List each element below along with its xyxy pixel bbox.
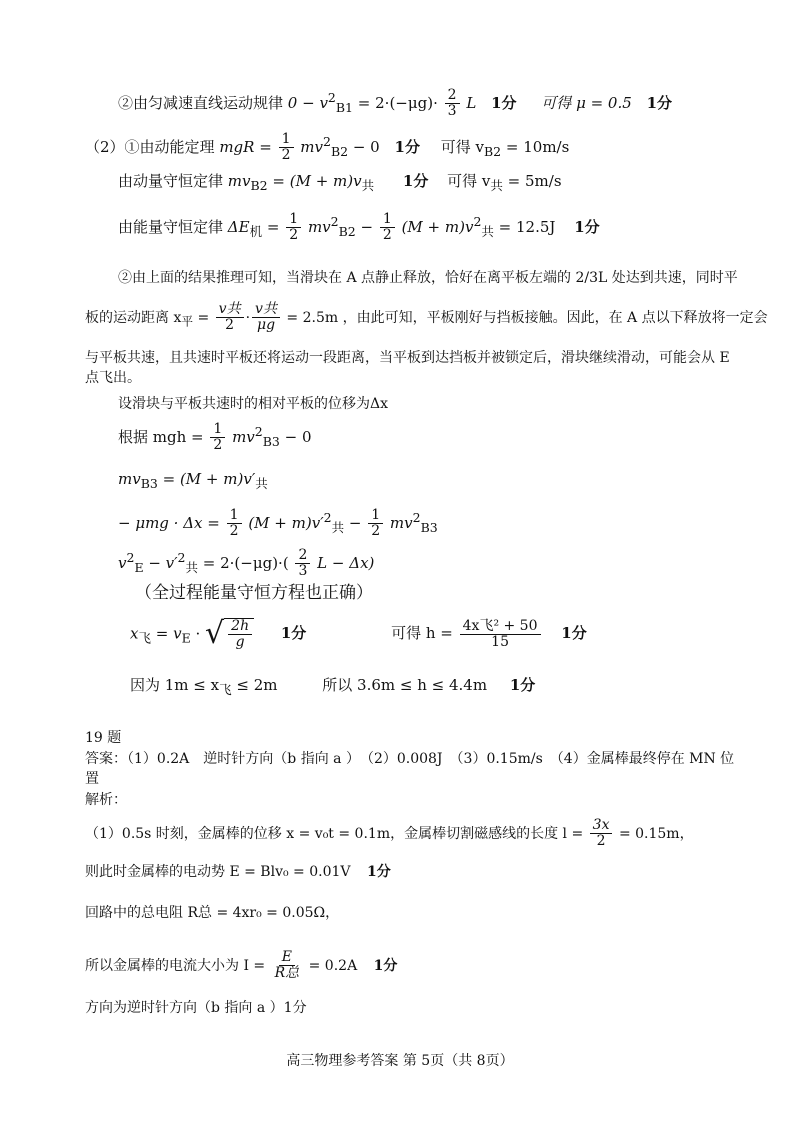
eq: = v — [150, 624, 182, 643]
text: 由能量守恒定律 — [118, 217, 224, 236]
fraction — [279, 132, 294, 164]
sub: 机 — [249, 223, 263, 239]
eq: mv — [232, 427, 255, 446]
text: 所以 3.6m ≤ h ≤ 4.4m — [322, 676, 488, 694]
den: μg — [256, 317, 276, 334]
sub: 飞 — [219, 682, 232, 697]
eq: − 0 — [348, 137, 380, 156]
den: 2 — [371, 523, 381, 540]
den: g — [235, 634, 245, 651]
den: 2 — [382, 227, 392, 244]
sub: E — [181, 630, 191, 646]
eq: = — [262, 217, 280, 236]
text: = 0.2A — [308, 957, 358, 974]
sub: B2 — [250, 178, 268, 193]
line-3 — [118, 172, 562, 194]
score: 1分 — [402, 172, 429, 190]
fraction — [227, 508, 242, 540]
score: 1分 — [491, 93, 517, 112]
result: = 10m/s — [501, 137, 570, 156]
q19-answer-line-1: 答案：（1）0.2A 逆时针方向（b 指向 a ） （2）0.008J （3）0.15m/s （4）金属棒最终停在 MN 位 — [85, 751, 735, 767]
eq: = 12.5J — [493, 217, 556, 236]
eq: = 2·(−μg)· — [357, 93, 438, 112]
sup: 2 — [327, 89, 336, 105]
deriv-2 — [118, 422, 312, 454]
text: 板的运动距离 x — [85, 309, 182, 326]
eq: mv — [227, 172, 251, 190]
radical-sign: √ — [205, 616, 225, 652]
fraction — [445, 88, 460, 120]
text: （1）0.5s 时刻，金属棒的位移 x = v₀t = 0.1m，金属棒切割磁感线的长度 l = — [85, 825, 584, 842]
result: 可得 h = — [391, 624, 453, 643]
num: 1 — [380, 212, 395, 228]
score: 1分 — [394, 137, 420, 156]
eq: − — [355, 217, 374, 236]
text: 则此时金属棒的电动势 E = Blv₀ = 0.01V — [85, 864, 351, 880]
sub: 共 — [361, 178, 375, 193]
eq: L — [466, 93, 477, 112]
sub: B3 — [420, 519, 438, 535]
score: 1分 — [280, 624, 307, 643]
sub: 共 — [185, 559, 199, 575]
eq: = (M + m)v′ — [157, 470, 256, 488]
text: （2）①由动能定理 — [85, 137, 215, 156]
text: 根据 mgh = — [118, 427, 204, 446]
text: = 2.5m ，由此可知，平板刚好与挡板接触。因此，在 A 点以下释放将一定会 — [286, 309, 768, 326]
eq: (M + m)v′ — [248, 513, 324, 532]
line-2 — [85, 132, 569, 164]
sup: 2 — [323, 509, 332, 525]
eq: − 0 — [279, 427, 312, 446]
num: 1 — [279, 132, 294, 148]
para-line-4: 点飞出。 — [85, 370, 141, 386]
sup: 2 — [412, 509, 421, 525]
sup: 2 — [126, 549, 135, 565]
score: 1分 — [366, 864, 391, 880]
eq: · — [190, 624, 201, 643]
eq: 0 − v — [287, 93, 328, 112]
q19-title: 19 题 — [85, 730, 122, 746]
line-1 — [118, 88, 672, 120]
sqrt — [205, 618, 254, 651]
eq: − v′ — [143, 553, 178, 572]
fraction — [272, 950, 303, 982]
q19-step-4 — [85, 950, 397, 982]
deriv-5 — [118, 548, 374, 580]
text: = 0.15m， — [618, 825, 694, 842]
sub: 平 — [181, 314, 194, 329]
eq: mv — [389, 513, 413, 532]
eq: x — [130, 624, 139, 643]
sup: 2 — [254, 423, 263, 439]
den: 3 — [298, 563, 308, 580]
sub: 共 — [331, 519, 345, 535]
sup: 2 — [177, 549, 186, 565]
eq: = 2·(−μg)·( — [198, 553, 289, 572]
fraction — [286, 212, 301, 244]
text: ≤ 2m — [231, 676, 278, 694]
eq: ΔE — [227, 217, 250, 236]
num: 4x飞² + 50 — [460, 619, 541, 635]
page-footer: 高三物理参考答案 第 5页（共 8页） — [286, 1053, 514, 1069]
num: v共 — [216, 302, 244, 318]
eq: (M + m)v — [401, 217, 474, 236]
result: 可得 μ = 0.5 — [541, 93, 632, 112]
text: ②由匀减速直线运动规律 — [118, 93, 284, 112]
score: 1分 — [574, 217, 600, 236]
num: 1 — [227, 508, 242, 524]
q19-analysis: 解析： — [85, 792, 127, 808]
fraction — [228, 619, 252, 651]
sup: 2 — [473, 213, 482, 229]
num: 2 — [445, 88, 460, 104]
deriv-1: 设滑块与平板共速时的相对平板的位移为Δx — [118, 396, 389, 412]
sub: B2 — [483, 143, 502, 159]
num: 3x — [590, 818, 613, 834]
q19-step-1 — [85, 818, 694, 850]
sub: 飞 — [138, 630, 151, 646]
den: 2 — [289, 227, 299, 244]
den: 2 — [281, 147, 291, 164]
para-line-1: ②由上面的结果推理可知，当滑块在 A 点静止释放，恰好在离平板左端的 2/3L 处达到共速，同时平 — [118, 270, 738, 286]
eq: − μmg · Δx = — [118, 513, 220, 532]
num: 2h — [228, 619, 252, 635]
score: 1分 — [561, 624, 587, 643]
den: 2 — [225, 317, 235, 334]
sup: 2 — [322, 133, 331, 149]
score: 1分 — [509, 676, 536, 694]
den: 15 — [491, 633, 509, 650]
num: 2 — [295, 548, 310, 564]
score: 1分 — [646, 93, 672, 112]
den: 2 — [213, 437, 223, 454]
fraction — [252, 302, 280, 334]
eq: mv — [118, 470, 141, 488]
eq: mv — [307, 217, 331, 236]
score: 1分 — [373, 957, 398, 974]
num: 1 — [286, 212, 301, 228]
fraction — [210, 422, 225, 454]
den: R总 — [274, 965, 300, 982]
fraction — [590, 818, 613, 850]
deriv-8 — [130, 676, 535, 698]
para-line-3: 与平板共速，且共速时平板还将运动一段距离，当平板到达挡板并被锁定后，滑块继续滑动，可能会从 E — [85, 350, 730, 366]
sub: B3 — [140, 476, 158, 491]
para-line-2 — [85, 302, 768, 334]
sub: B1 — [335, 99, 354, 115]
text: 所以金属棒的电流大小为 I = — [85, 957, 266, 974]
q19-step-3: 回路中的总电阻 R总 = 4xr₀ = 0.05Ω， — [85, 905, 340, 921]
sup: 2 — [330, 213, 339, 229]
radicand — [224, 618, 254, 651]
eq: L − Δx) — [317, 553, 375, 572]
line-4 — [118, 212, 600, 244]
eq: − — [344, 513, 362, 532]
den: 2 — [596, 833, 606, 850]
q19-step-2 — [85, 864, 391, 882]
deriv-6: （全过程能量守恒方程也正确） — [135, 583, 373, 603]
text: = — [193, 309, 210, 326]
q19-answer-line-2: 置 — [85, 771, 99, 787]
fraction — [460, 619, 541, 651]
fraction — [368, 508, 383, 540]
text: · — [245, 309, 251, 326]
sub: 共 — [490, 178, 503, 193]
result: 可得 v — [447, 172, 491, 190]
sub: 共 — [255, 476, 268, 491]
den: 2 — [229, 523, 239, 540]
fraction — [380, 212, 395, 244]
sub: B2 — [338, 223, 356, 239]
num: 1 — [210, 422, 225, 438]
eq: mgR = — [219, 137, 272, 156]
sub: B3 — [262, 433, 280, 449]
fraction — [295, 548, 310, 580]
deriv-7 — [130, 618, 587, 651]
num: v共 — [252, 302, 280, 318]
result: 可得 v — [440, 137, 484, 156]
eq: mv — [300, 137, 323, 156]
deriv-4 — [118, 508, 438, 540]
eq: v — [118, 553, 127, 572]
fraction — [216, 302, 244, 334]
text: 由动量守恒定律 — [118, 172, 224, 190]
sub: B2 — [330, 143, 349, 159]
eq: = (M + m)v — [267, 172, 362, 190]
den: 3 — [447, 103, 457, 120]
result: = 5m/s — [502, 172, 562, 190]
sub: 共 — [481, 223, 494, 239]
q19-step-5: 方向为逆时针方向（b 指向 a ）1分 — [85, 1000, 307, 1016]
deriv-3 — [118, 470, 268, 492]
text: 因为 1m ≤ x — [130, 676, 220, 694]
num: E — [279, 950, 295, 966]
sub: E — [134, 559, 144, 575]
num: 1 — [368, 508, 383, 524]
